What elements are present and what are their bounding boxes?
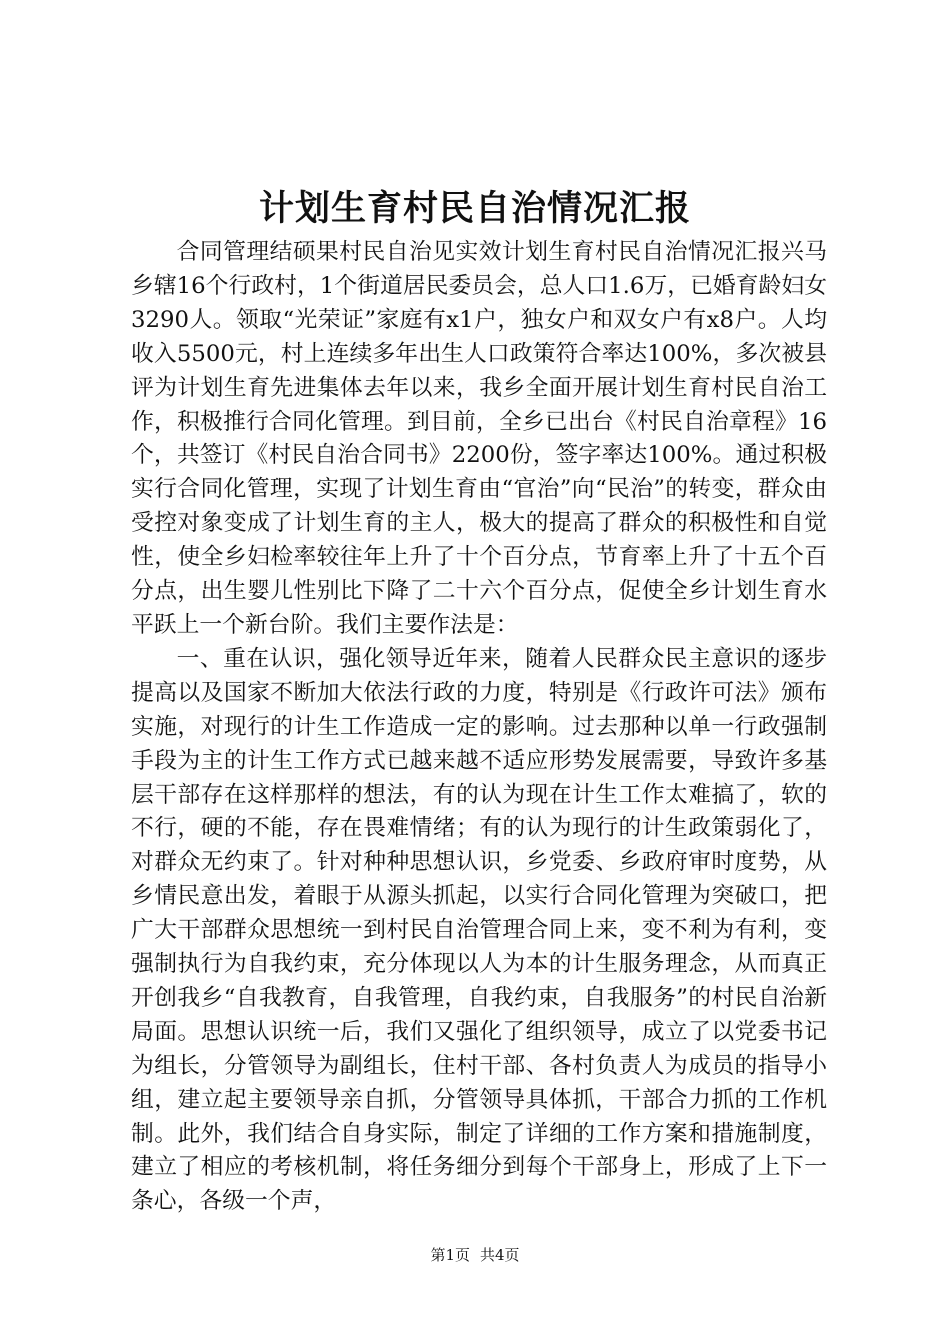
page-number: 第1页 bbox=[430, 1246, 470, 1264]
page-total: 共4页 bbox=[480, 1246, 520, 1264]
document-title: 计划生育村民自治情况汇报 bbox=[258, 188, 691, 229]
paragraph-section-one: 一、重在认识，强化领导近年来，随着人民群众民主意识的逐步提高以及国家不断加大依法行政的力度，特别是《行政许可法》颁布实施，对现行的计生工作造成一定的影响。过去那种以单一行政强制手段为主的计生工作方式已越来越不适应形势发展需要，导致许多基层干部存在这样那样的想法，有的认为现在计生工作太难搞了，软的不行，硬的不能，存在畏难情绪；有的认为现行的计生政策弱化了，对群众无约束了。针对种种思想认识，乡党委、乡政府审时度势，从乡情民意出发，着眼于从源头抓起，以实行合同化管理为突破口，把广大干部群众思想统一到村民自治管理合同上来，变不利为有利，变强制执行为自我约束，充分体现以人为本的计生服务理念，从而真正开创我乡“自我教育，自我管理，自我约束，自我服务”的村民自治新局面。思想认识统一后，我们又强化了组织领导，成立了以党委书记为组长，分管领导为副组长，住村干部、各村负责人为成员的指导小组，建立起主要领导亲自抓，分管领导具体抓，干部合力抓的工作机制。此外，我们结合自身实际，制定了详细的工作方案和措施制度，建立了相应的考核机制，将任务细分到每个干部身上，形成了上下一条心，各级一个声， bbox=[131, 645, 827, 1215]
page-footer bbox=[0, 1245, 950, 1265]
paragraph-intro: 合同管理结硕果村民自治见实效计划生育村民自治情况汇报兴马乡辖16个行政村，1个街道居民委员会，总人口1.6万，已婚育龄妇女3290人。领取“光荣证”家庭有x1户，独女户和双女户有x8户。人均收入5500元，村上连续多年出生人口政策符合率达100%，多次被县评为计划生育先进集体去年以来，我乡全面开展计划生育村民自治工作，积极推行合同化管理。到目前，全乡已出台《村民自治章程》16个，共签订《村民自治合同书》2200份，签字率达100%。通过积极实行合同化管理，实现了计划生育由“官治”向“民治”的转变，群众由受控对象变成了计划生育的主人，极大的提高了群众的积极性和自觉性，使全乡妇检率较往年上升了十个百分点，节育率上升了十五个百分点，出生婴儿性别比下降了二十六个百分点，促使全乡计划生育水平跃上一个新台阶。我们主要作法是： bbox=[131, 239, 827, 638]
document-body bbox=[131, 236, 827, 1219]
